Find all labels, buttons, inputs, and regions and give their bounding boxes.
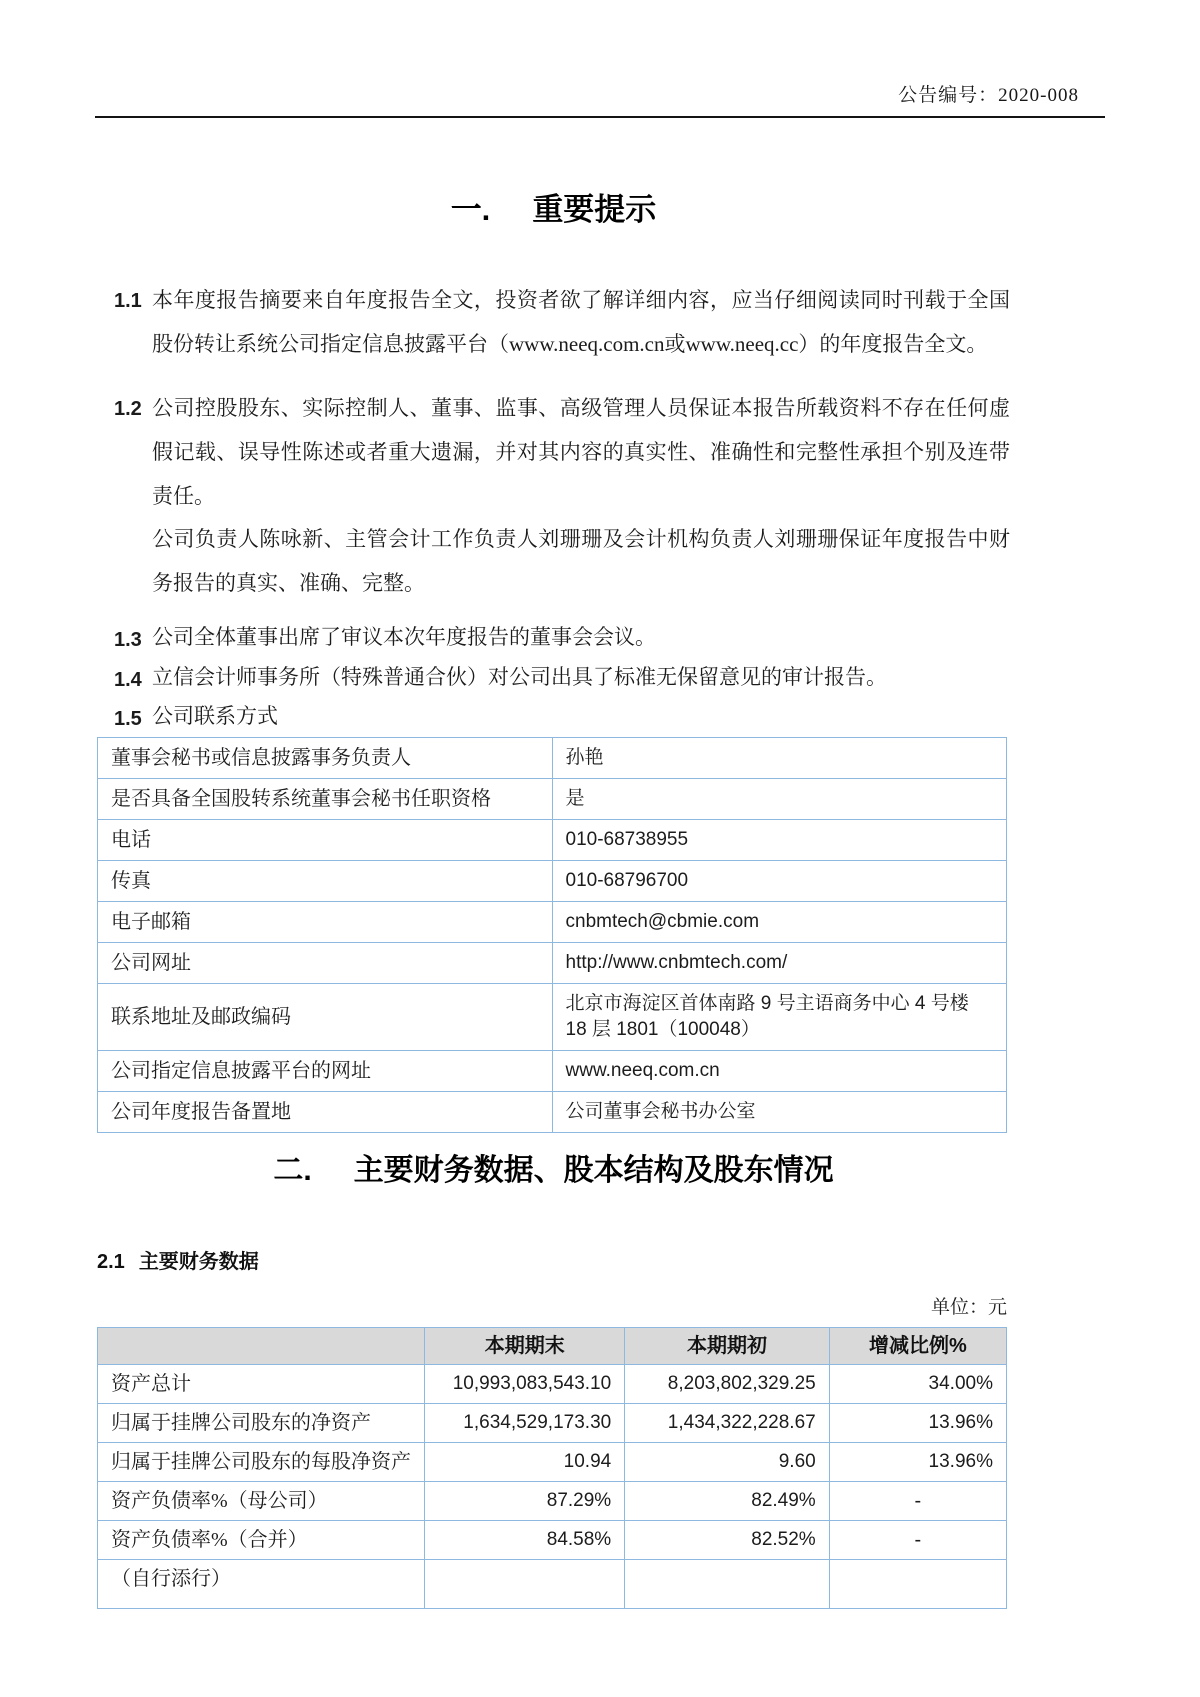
contact-label: 电子邮箱 xyxy=(98,902,553,943)
item-1-5 xyxy=(97,697,1010,737)
contact-info-table xyxy=(97,737,1007,1133)
contact-value: 是 xyxy=(552,779,1007,820)
contact-value: 010-68738955 xyxy=(552,820,1007,861)
section-two-number: 二. xyxy=(273,1154,312,1188)
item-1-2-text: 公司控股股东、实际控制人、董事、监事、高级管理人员保证本报告所载资料不存在任何虚假记载、误导性陈述或者重大遗漏，并对其内容的真实性、准确性和完整性承担个别及连带责任。 xyxy=(152,396,1010,508)
table-row xyxy=(98,1559,1007,1608)
fin-row-label: 归属于挂牌公司股东的净资产 xyxy=(98,1403,425,1442)
fin-value-change: - xyxy=(829,1520,1006,1559)
contact-value: 010-68796700 xyxy=(552,861,1007,902)
section-two-title: 主要财务数据、股本结构及股东情况 xyxy=(353,1154,834,1188)
fin-value-begin: 1,434,322,228.67 xyxy=(625,1403,830,1442)
contact-label: 是否具备全国股转系统董事会秘书任职资格 xyxy=(98,779,553,820)
fin-header-period-end: 本期期末 xyxy=(425,1327,625,1364)
table-row xyxy=(98,1520,1007,1559)
fin-value-end: 1,634,529,173.30 xyxy=(425,1403,625,1442)
fin-row-label: （自行添行） xyxy=(98,1559,425,1608)
subsection-2-1-number: 2.1 xyxy=(97,1250,125,1273)
fin-value-end xyxy=(425,1559,625,1608)
fin-value-end: 10,993,083,543.10 xyxy=(425,1364,625,1403)
section-two-heading xyxy=(97,1149,1010,1193)
fin-value-begin xyxy=(625,1559,830,1608)
fin-value-begin: 82.52% xyxy=(625,1520,830,1559)
fin-row-label: 资产负债率%（合并） xyxy=(98,1520,425,1559)
table-header-row xyxy=(98,1327,1007,1364)
fin-value-end: 84.58% xyxy=(425,1520,625,1559)
item-1-4-text: 立信会计师事务所（特殊普通合伙）对公司出具了标准无保留意见的审计报告。 xyxy=(152,664,887,689)
item-1-5-text: 公司联系方式 xyxy=(152,704,278,729)
table-row xyxy=(98,779,1007,820)
fin-row-label: 资产负债率%（母公司） xyxy=(98,1481,425,1520)
fin-value-begin: 9.60 xyxy=(625,1442,830,1481)
contact-value: cnbmtech@cbmie.com xyxy=(552,902,1007,943)
financial-data-table xyxy=(97,1327,1007,1609)
header-rule xyxy=(95,116,1105,118)
section-one-title: 重要提示 xyxy=(532,192,657,227)
table-row xyxy=(98,1092,1007,1133)
table-row xyxy=(98,820,1007,861)
table-row xyxy=(98,1442,1007,1481)
unit-label: 单位：元 xyxy=(930,1296,1007,1318)
item-1-5-number: 1.5 xyxy=(114,708,142,731)
fin-value-begin: 82.49% xyxy=(625,1481,830,1520)
contact-value: http://www.cnbmtech.com/ xyxy=(552,943,1007,984)
table-row xyxy=(98,1051,1007,1092)
fin-value-end: 10.94 xyxy=(425,1442,625,1481)
page-header xyxy=(95,0,1105,118)
item-1-1 xyxy=(97,279,1010,366)
fin-value-change: 13.96% xyxy=(829,1442,1006,1481)
contact-label: 电话 xyxy=(98,820,553,861)
contact-value: 北京市海淀区首体南路 9 号主语商务中心 4 号楼 18 层 1801（100048） xyxy=(552,984,1007,1051)
contact-label: 公司年度报告备置地 xyxy=(98,1092,553,1133)
fin-value-change: - xyxy=(829,1481,1006,1520)
fin-row-label: 资产总计 xyxy=(98,1364,425,1403)
table-row xyxy=(98,902,1007,943)
item-1-3-number: 1.3 xyxy=(114,628,142,651)
contact-value: 公司董事会秘书办公室 xyxy=(552,1092,1007,1133)
contact-label: 联系地址及邮政编码 xyxy=(98,984,553,1051)
contact-label: 董事会秘书或信息披露事务负责人 xyxy=(98,738,553,779)
contact-label: 公司网址 xyxy=(98,943,553,984)
table-row xyxy=(98,1364,1007,1403)
fin-row-label: 归属于挂牌公司股东的每股净资产 xyxy=(98,1442,425,1481)
table-row xyxy=(98,943,1007,984)
item-1-3-text: 公司全体董事出席了审议本次年度报告的董事会会议。 xyxy=(152,624,656,649)
table-row xyxy=(98,861,1007,902)
fin-value-change: 34.00% xyxy=(829,1364,1006,1403)
table-row xyxy=(98,1403,1007,1442)
subsection-2-1-title: 主要财务数据 xyxy=(138,1250,259,1273)
item-1-4-number: 1.4 xyxy=(114,668,142,691)
section-one-heading xyxy=(97,188,1010,233)
fin-value-end: 87.29% xyxy=(425,1481,625,1520)
fin-value-change: 13.96% xyxy=(829,1403,1006,1442)
subsection-2-1-heading xyxy=(97,1245,1010,1274)
contact-value: www.neeq.com.cn xyxy=(552,1051,1007,1092)
contact-label: 传真 xyxy=(98,861,553,902)
fin-value-begin: 8,203,802,329.25 xyxy=(625,1364,830,1403)
item-1-3 xyxy=(97,618,1010,658)
contact-label: 公司指定信息披露平台的网址 xyxy=(98,1051,553,1092)
contact-value: 孙艳 xyxy=(552,738,1007,779)
table-row xyxy=(98,1481,1007,1520)
section-one-number: 一. xyxy=(450,192,491,227)
page-content xyxy=(97,188,1010,1609)
fin-header-change-ratio: 增减比例% xyxy=(829,1327,1006,1364)
item-1-1-text: 本年度报告摘要来自年度报告全文，投资者欲了解详细内容，应当仔细阅读同时刊载于全国股份转让系统公司指定信息披露平台（www.neeq.com.cn或www.neeq.cc）的年度报告全文。 xyxy=(152,287,1010,356)
item-1-2-number: 1.2 xyxy=(114,398,142,421)
fin-value-change xyxy=(829,1559,1006,1608)
fin-header-blank xyxy=(98,1327,425,1364)
item-1-2 xyxy=(97,387,1010,605)
table-row xyxy=(98,984,1007,1051)
item-1-2-text-2: 公司负责人陈咏新、主管会计工作负责人刘珊珊及会计机构负责人刘珊珊保证年度报告中财务报告的真实、准确、完整。 xyxy=(152,527,1010,595)
item-1-4 xyxy=(97,658,1010,698)
table-row xyxy=(98,738,1007,779)
fin-header-period-begin: 本期期初 xyxy=(625,1327,830,1364)
announcement-number: 公告编号：2020-008 xyxy=(898,85,1079,106)
item-1-1-number: 1.1 xyxy=(114,289,142,312)
